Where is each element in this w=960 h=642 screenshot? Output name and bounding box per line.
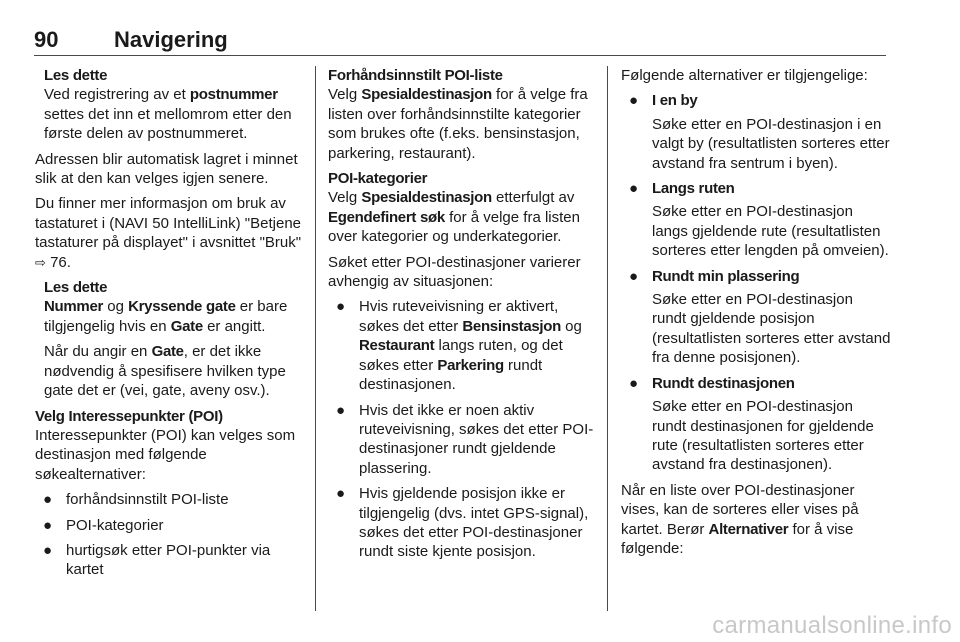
bullet-icon: ● xyxy=(336,298,346,316)
watermark: carmanualsonline.info xyxy=(712,612,952,639)
option-description: Søke etter en POI-destinasjon i en valgt by (resultatlisten sorteres etter avstand fra sentrum i byen). xyxy=(652,115,890,172)
chapter-title: Navigering xyxy=(114,27,228,52)
note-text: Når du angir en Gate, er det ikke nødvendig å spesifisere hvilken type gate det er (vei, gate, aveny osv.). xyxy=(44,343,286,400)
bullet-icon: ● xyxy=(629,374,639,392)
section-heading: POI-kategorier xyxy=(328,170,428,188)
page-header xyxy=(34,27,886,56)
section-heading: Forhåndsinnstilt POI-liste xyxy=(328,67,503,84)
section-heading: Velg Interessepunkter (POI) xyxy=(35,407,223,425)
list-item: ● Hvis det ikke er noen aktiv ruteveivisning, søkes det etter POI-destinasjoner rundt gjeldende plassering. xyxy=(336,401,594,477)
column-divider xyxy=(315,66,316,611)
note-title: Les dette xyxy=(44,67,108,84)
page-ref-arrow-icon: ⇨ xyxy=(35,254,46,270)
paragraph: Når en liste over POI-destinasjoner vises, kan de sorteres eller vises på kartet. Berør Alternativer for å vise følgende: xyxy=(621,481,859,557)
paragraph: Du finner mer informasjon om bruk av tastaturet i (NAVI 50 IntelliLink) "Betjene tastaturer på displayet" i avsnittet "Bruk" ⇨ 76. xyxy=(35,195,302,271)
list-item: ● Hvis ruteveivisning er aktivert, søkes det etter Bensinstasjon og Restaurant langs ruten, og det søkes etter Parkering rundt destinasjonen. xyxy=(336,298,582,394)
paragraph: Interessepunkter (POI) kan velges som destinasjon med følgende søkealternativer: xyxy=(35,426,296,483)
bullet-icon: ● xyxy=(43,541,53,559)
bullet-icon: ● xyxy=(43,516,53,534)
bullet-icon: ● xyxy=(43,491,53,509)
bullet-icon: ● xyxy=(336,485,346,503)
search-rule-list xyxy=(328,297,596,561)
bullet-icon: ● xyxy=(629,92,639,110)
note-box xyxy=(35,278,303,400)
list-item: ● hurtigsøk etter POI-punkter via kartet xyxy=(43,541,271,579)
list-item: ● forhåndsinnstilt POI-liste xyxy=(43,491,229,509)
list-item: ● POI-kategorier xyxy=(43,516,164,534)
paragraph: Adressen blir automatisk lagret i minnet slik at den kan velges igjen senere. xyxy=(35,150,298,188)
note-box xyxy=(35,66,303,144)
search-option-list xyxy=(621,91,891,474)
page-number: 90 xyxy=(34,27,59,52)
option-description: Søke etter en POI-destinasjon rundt gjeldende posisjon (resultatlisten sorteres etter avstand fra denne posisjonen). xyxy=(652,291,891,367)
list-item: ● Hvis gjeldende posisjon ikke er tilgjengelig (dvs. intet GPS-signal), søkes det etter POI-destinasjoner rundt siste kjente posisjon. xyxy=(336,485,589,561)
option-title: Rundt min plassering xyxy=(652,267,800,285)
paragraph: Velg Spesialdestinasjon etterfulgt av Egendefinert søk for å velge fra listen over kategorier og underkategorier. xyxy=(328,189,580,246)
paragraph: Følgende alternativer er tilgjengelige: xyxy=(621,67,868,84)
column-2 xyxy=(328,66,596,568)
list-item xyxy=(621,267,891,368)
list-item xyxy=(621,91,891,173)
bullet-icon: ● xyxy=(629,267,639,285)
column-3 xyxy=(621,66,891,564)
note-title: Les dette xyxy=(44,279,108,297)
option-description: Søke etter en POI-destinasjon langs gjeldende rute (resultatlisten sorteres etter lengden på omveien). xyxy=(652,203,889,260)
poi-option-list xyxy=(35,490,303,580)
note-text: Nummer og Kryssende gate er bare tilgjengelig hvis en Gate er angitt. xyxy=(44,298,288,335)
option-title: Langs ruten xyxy=(652,180,735,198)
option-title: Rundt destinasjonen xyxy=(652,374,795,392)
bullet-icon: ● xyxy=(336,401,346,419)
option-title: I en by xyxy=(652,92,698,110)
column-divider xyxy=(607,66,608,611)
column-1 xyxy=(35,66,303,586)
note-text: Ved registrering av et postnummer settes det inn et mellomrom etter den første delen av postnummeret. xyxy=(44,86,292,143)
list-item xyxy=(621,374,891,475)
list-item xyxy=(621,179,891,261)
bullet-icon: ● xyxy=(629,180,639,198)
paragraph: Søket etter POI-destinasjoner varierer avhengig av situasjonen: xyxy=(328,253,581,291)
paragraph: Velg Spesialdestinasjon for å velge fra listen over forhåndsinnstilte kategorier som brukes ofte (f.eks. bensinstasjon, parkering, restaurant). xyxy=(328,86,588,162)
option-description: Søke etter en POI-destinasjon rundt destinasjonen for gjeldende rute (resultatlisten sorteres etter avstand fra destinasjonen). xyxy=(652,398,874,474)
